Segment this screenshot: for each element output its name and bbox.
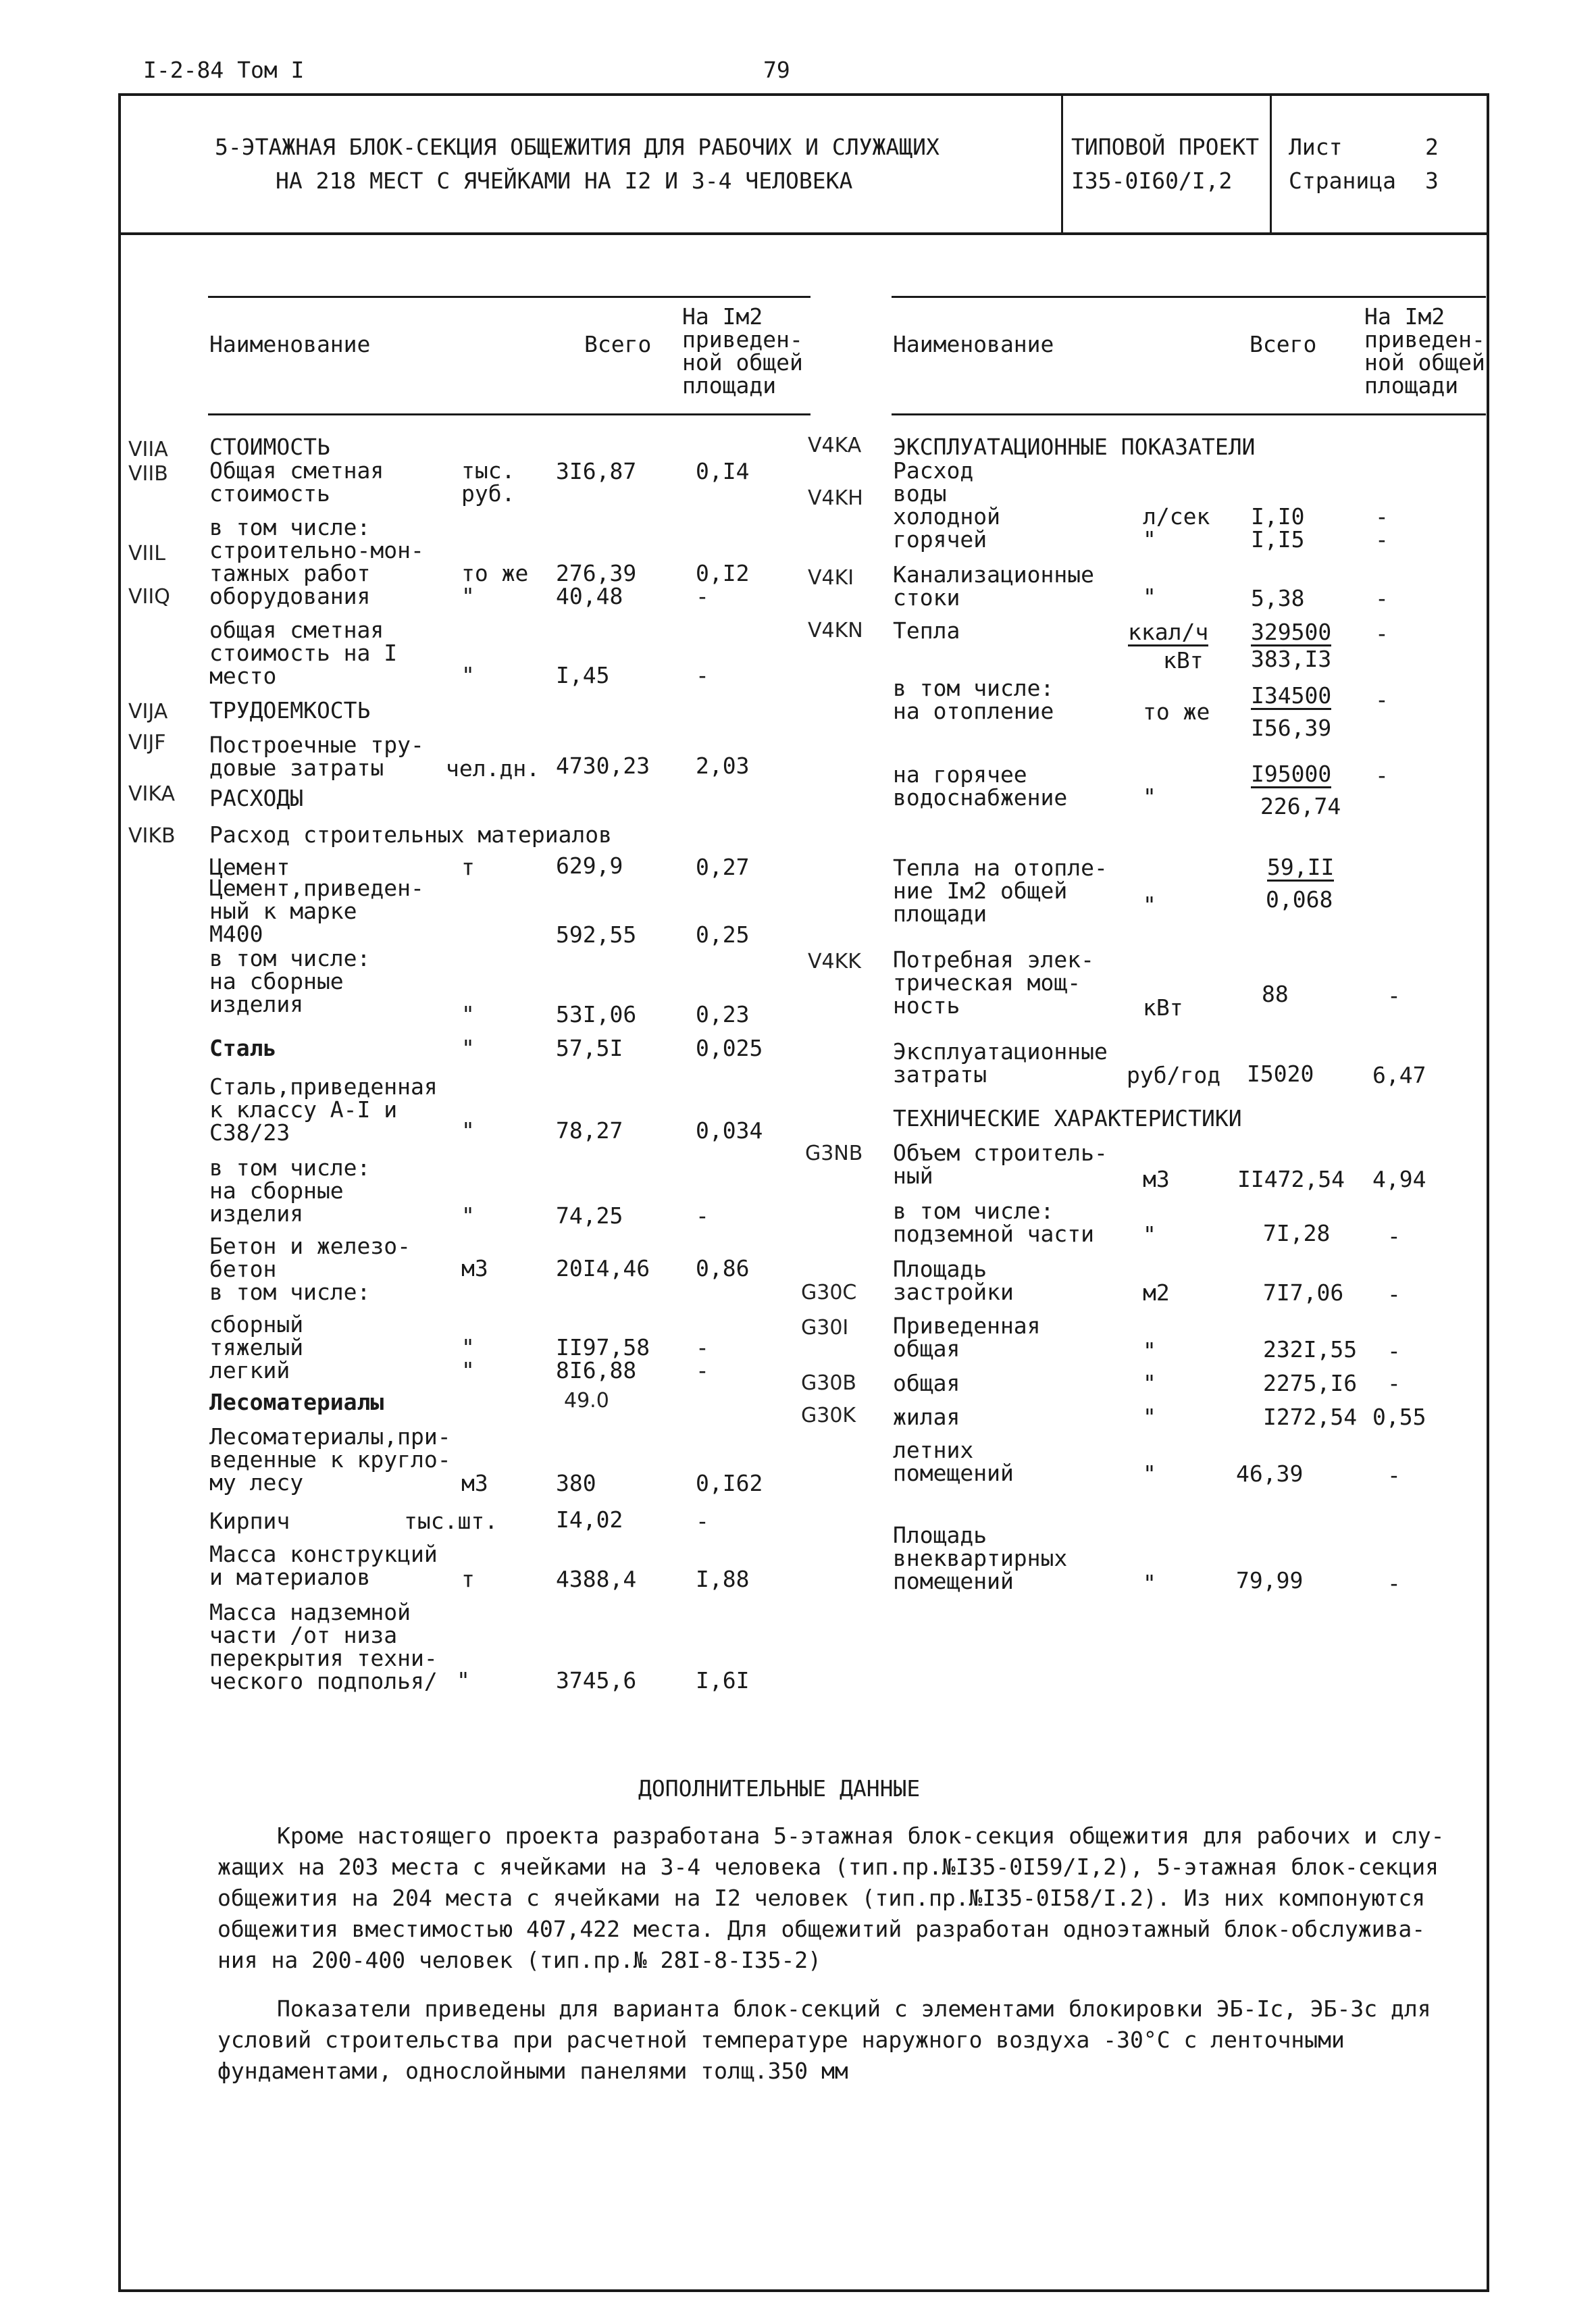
right-row-per: -: [1387, 1570, 1401, 1596]
right-row-unit-top: ккал/ч: [1128, 619, 1209, 645]
code-vijf: VIJF: [128, 731, 166, 755]
right-row-name: Площадь внеквартирных помещений: [893, 1522, 1068, 1594]
code-viia: VIIA: [128, 438, 168, 461]
left-header-name: Наименование: [209, 331, 371, 357]
right-row-name: Приведенная общая: [893, 1313, 1041, 1362]
right-row-unit: ": [1143, 784, 1156, 810]
right-row-unit: то же: [1143, 698, 1210, 725]
right-row-per: -: [1375, 585, 1389, 611]
left-row-total: I,45: [556, 662, 610, 688]
frame-left: [118, 93, 121, 2292]
left-row-total: 57,5I: [556, 1035, 623, 1061]
left-row-total: 380: [556, 1470, 596, 1496]
project-label: ТИПОВОЙ ПРОЕКТ: [1071, 134, 1260, 160]
left-row-name: Лесоматериалы: [209, 1389, 384, 1415]
left-row-per: 2,03: [696, 753, 750, 779]
left-row-name: СТОИМОСТЬ: [209, 434, 330, 460]
left-row-name: в том числе: на сборные изделия: [209, 1154, 371, 1227]
left-row-total: I4,02: [556, 1506, 623, 1533]
left-row-total: 53I,06: [556, 1001, 637, 1027]
left-row-total: 78,27: [556, 1117, 623, 1144]
left-row-total: 3745,6: [556, 1667, 637, 1694]
left-row-unit: тыс. руб.: [461, 457, 515, 507]
right-row-per: -: [1375, 762, 1389, 788]
left-row-per: I,88: [696, 1566, 750, 1592]
paragraph-1-line: общежития на 204 места с ячейками на I2 человек (тип.пр.№I35-0I58/I.2). Из них компонуются: [217, 1885, 1426, 1911]
left-row-total: II97,58 8I6,88: [556, 1334, 650, 1383]
right-row-unit: ": [1143, 1460, 1156, 1487]
paragraph-1-line: Кроме настоящего проекта разработана 5-этажная блок-секция общежития для рабочих и слу-: [277, 1823, 1445, 1849]
left-row-unit: " ": [461, 1334, 475, 1383]
left-row-total: 592,55: [556, 921, 637, 948]
left-row-total: 4388,4: [556, 1566, 637, 1592]
right-row-unit: ": [1143, 1221, 1156, 1248]
paragraph-1-line: ния на 200-400 человек (тип.пр.№ 28I-8-I35-2): [217, 1947, 822, 1973]
right-row-total: II472,54: [1237, 1166, 1345, 1192]
left-row-name: Сталь,приведенная к классу А-I и С38/23: [209, 1073, 438, 1146]
right-row-name: на горячее водоснабжение: [893, 761, 1068, 811]
right-row-name: ЭКСПЛУАТАЦИОННЫЕ ПОКАЗАТЕЛИ: [893, 434, 1256, 460]
right-row-name: Объем строитель- ный: [893, 1140, 1108, 1189]
project-code: I35-0I60/I,2: [1071, 168, 1233, 194]
left-row-per: 0,I62: [696, 1470, 763, 1496]
left-row-name: Построечные тру- довые затраты: [209, 732, 424, 781]
left-row-total: 20I4,46: [556, 1255, 650, 1281]
left-row-total: 4730,23: [556, 753, 650, 779]
right-row-name: в том числе: подземной части: [893, 1198, 1095, 1247]
left-row-unit: ": [457, 1667, 470, 1694]
left-row-total: 276,39 40,48: [556, 560, 637, 609]
right-row-unit: л/сек ": [1143, 503, 1210, 553]
right-row-total-bottom: 383,I3: [1251, 646, 1332, 672]
right-row-total-top: I95000: [1251, 761, 1332, 787]
left-row-unit: тыс.шт.: [404, 1508, 498, 1534]
left-row-per: I,6I: [696, 1667, 750, 1694]
right-row-unit: ": [1143, 892, 1156, 918]
title-divider-2: [1270, 93, 1272, 234]
left-row-total: 629,9: [556, 853, 623, 879]
right-row-total-bottom: 0,068: [1266, 886, 1333, 913]
right-row-per: -: [1375, 686, 1389, 713]
right-row-total-top: 329500: [1251, 619, 1332, 645]
code-viil: VIIL: [128, 542, 165, 565]
right-row-name: Канализационные стоки: [893, 561, 1095, 611]
right-row-total-bottom: I56,39: [1251, 715, 1332, 741]
frame-bottom: [118, 2289, 1489, 2292]
left-header-per-m2: На Iм2 приведен- ной общей площади: [682, 303, 803, 399]
sheet-value: 2: [1425, 134, 1439, 160]
frame-top: [118, 93, 1489, 96]
paragraph-2-line: Показатели приведены для варианта блок-секций с элементами блокировки ЭБ-Iс, ЭБ-3с для: [277, 1996, 1431, 2022]
code-vika: VIKA: [128, 782, 176, 806]
right-row-per: -: [1387, 1281, 1401, 1307]
right-row-per: 4,94: [1372, 1166, 1426, 1192]
right-row-total: 2275,I6: [1263, 1370, 1358, 1396]
right-header-per-m2: На Iм2 приведен- ной общей площади: [1364, 303, 1485, 399]
right-row-unit: руб/год: [1127, 1062, 1221, 1088]
code-vikb: VIKB: [128, 824, 176, 848]
additional-data-heading: ДОПОЛНИТЕЛЬНЫЕ ДАННЫЕ: [638, 1775, 921, 1802]
right-row-name: в том числе: на отопление: [893, 675, 1054, 724]
left-row-name: Сталь: [209, 1035, 277, 1061]
right-row-per: 0,55: [1372, 1404, 1426, 1430]
left-row-name: Масса надземной части /от низа перекрытия техни- ческого подполья/: [209, 1599, 438, 1694]
code-v4ki: V4KI: [808, 566, 854, 590]
right-row-name: Расход воды холодной горячей: [893, 457, 1000, 553]
right-row-total: I5020: [1247, 1061, 1314, 1087]
left-row-name: РАСХОДЫ: [209, 785, 304, 811]
left-row-name: общая сметная стоимость на I место: [209, 617, 398, 689]
series-label: I-2-84 Том I: [143, 57, 305, 83]
left-row-name: Цемент,приведен- ный к марке М400: [209, 875, 424, 947]
left-row-per: 0,25: [696, 921, 750, 948]
code-viiq: VIIQ: [128, 585, 170, 609]
right-table-head-rule: [892, 413, 1486, 415]
left-row-unit: т: [461, 854, 475, 880]
right-row-name: ТЕХНИЧЕСКИЕ ХАРАКТЕРИСТИКИ: [893, 1105, 1242, 1132]
paragraph-1-line: жащих на 203 места с ячейками на 3-4 человека (тип.пр.№I35-0I59/I,2), 5-этажная блок-секция: [217, 1854, 1439, 1880]
left-row-name: в том числе: на сборные изделия: [209, 945, 371, 1017]
code-g30k: G30K: [801, 1404, 856, 1427]
code-v4ka: V4KA: [808, 434, 862, 457]
document-title-line2: НА 218 МЕСТ С ЯЧЕЙКАМИ НА I2 И 3-4 ЧЕЛОВЕКА: [276, 168, 853, 194]
left-row-unit: ": [461, 1035, 475, 1061]
right-row-total: 46,39: [1236, 1460, 1304, 1487]
left-row-unit: то же ": [461, 560, 529, 609]
right-row-total-top: 59,II: [1267, 854, 1335, 880]
right-row-total: 5,38: [1251, 585, 1305, 611]
right-row-unit: кВт: [1143, 994, 1183, 1021]
left-row-per: 0,025: [696, 1035, 763, 1061]
document-title-line1: 5-ЭТАЖНАЯ БЛОК-СЕКЦИЯ ОБЩЕЖИТИЯ ДЛЯ РАБОЧИХ И СЛУЖАЩИХ: [215, 134, 939, 160]
right-row-total: I,I0 I,I5: [1251, 503, 1305, 553]
page-value: 3: [1425, 168, 1439, 194]
right-row-total: I272,54: [1263, 1404, 1358, 1430]
right-row-per: -: [1387, 1370, 1401, 1396]
code-viib: VIIB: [128, 462, 168, 486]
right-row-name: Потребная элек- трическая мощ- ность: [893, 946, 1095, 1019]
frame-right: [1487, 93, 1489, 2292]
left-row-unit: ": [461, 1001, 475, 1027]
left-row-unit: ": [461, 662, 475, 688]
left-row-total: 3I6,87: [556, 458, 637, 484]
left-row-per: 0,27: [696, 854, 750, 880]
code-g30i: G30I: [801, 1316, 849, 1340]
left-table-top-rule: [208, 296, 810, 298]
paragraph-2-line: условий строительства при расчетной температуре наружного воздуха -30°C с ленточными: [217, 2027, 1345, 2053]
right-row-name: жилая: [893, 1404, 960, 1430]
right-row-total: 232I,55: [1263, 1336, 1358, 1363]
right-row-total-bottom: 226,74: [1260, 793, 1341, 819]
left-row-per: 0,034: [696, 1117, 763, 1144]
left-row-unit: м3: [461, 1255, 488, 1281]
code-g30c: G30C: [801, 1281, 857, 1304]
right-row-per: -: [1387, 1223, 1401, 1249]
right-row-name: общая: [893, 1370, 960, 1396]
right-row-unit: ": [1143, 1370, 1156, 1396]
right-header-total: Всего: [1250, 331, 1317, 357]
right-row-total: 7I,28: [1263, 1220, 1331, 1246]
title-divider-1: [1061, 93, 1063, 234]
code-g30b: G30B: [801, 1371, 857, 1395]
right-row-unit: ": [1143, 1338, 1156, 1364]
left-row-unit: ": [461, 1202, 475, 1229]
left-row-per: 0,23: [696, 1001, 750, 1027]
right-row-name: Эксплуатационные затраты: [893, 1038, 1108, 1088]
right-row-per: - -: [1375, 503, 1389, 553]
right-row-unit: ": [1143, 584, 1156, 610]
right-row-unit: м2: [1143, 1279, 1170, 1306]
right-header-name: Наименование: [893, 331, 1054, 357]
right-row-name: Тепла: [893, 617, 960, 644]
right-row-per: -: [1387, 1338, 1401, 1364]
paragraph-1-line: общежития вместимостью 407,422 места. Для общежитий разработан одноэтажный блок-обслужива-: [217, 1916, 1426, 1942]
code-g3nb: G3NB: [805, 1142, 863, 1165]
right-row-unit-bottom: кВт: [1163, 647, 1204, 673]
left-row-name: Кирпич: [209, 1508, 290, 1534]
right-row-per: -: [1387, 982, 1401, 1009]
left-row-name: Общая сметная стоимость: [209, 457, 384, 507]
right-row-unit: ": [1143, 1404, 1156, 1430]
right-row-name: Тепла на отопле- ние Iм2 общей площади: [893, 855, 1108, 927]
page-label: Страница: [1289, 168, 1396, 194]
left-row-per: - -: [696, 1334, 709, 1383]
left-header-total: Всего: [584, 331, 652, 357]
left-row-per: 0,86: [696, 1255, 750, 1281]
left-row-unit: м3: [461, 1470, 488, 1496]
right-row-name: летних помещений: [893, 1437, 1014, 1486]
code-vija: VIJA: [128, 700, 168, 723]
right-row-per: 6,47: [1372, 1062, 1426, 1088]
right-row-total: 7I7,06: [1263, 1279, 1344, 1306]
left-row-total: 49.0: [564, 1389, 609, 1413]
left-row-name: Масса конструкций и материалов: [209, 1541, 438, 1590]
left-row-unit: ": [461, 1117, 475, 1144]
right-table-top-rule: [892, 296, 1486, 298]
right-row-unit: ": [1143, 1570, 1156, 1596]
right-row-total: 88: [1262, 981, 1289, 1007]
right-row-per: -: [1375, 620, 1389, 646]
left-row-name: Бетон и железо- бетон в том числе:: [209, 1233, 411, 1305]
left-row-per: -: [696, 662, 709, 688]
code-v4kh: V4KH: [808, 486, 863, 510]
left-row-name: Цемент: [209, 854, 290, 880]
left-row-per: 0,I2 -: [696, 560, 750, 609]
left-row-total: 74,25: [556, 1202, 623, 1229]
title-block-bottom: [118, 232, 1489, 235]
left-table-head-rule: [208, 413, 810, 415]
left-row-per: -: [696, 1508, 709, 1534]
right-row-name: Площадь застройки: [893, 1256, 1014, 1305]
left-row-name: сборный тяжелый легкий: [209, 1311, 304, 1383]
left-row-per: -: [696, 1202, 709, 1229]
left-row-name: Лесоматериалы,при- веденные к кругло- му лесу: [209, 1423, 451, 1496]
paragraph-2-line: фундаментами, однослойными панелями толщ.350 мм: [217, 2058, 848, 2084]
code-v4kk: V4KK: [808, 950, 861, 973]
left-row-name: ТРУДОЕМКОСТЬ: [209, 697, 371, 723]
code-v4kn: V4KN: [808, 619, 863, 642]
sheet-label: Лист: [1289, 134, 1343, 160]
page-number: 79: [763, 57, 790, 83]
left-row-unit: чел.дн.: [446, 755, 540, 782]
right-row-total: 79,99: [1236, 1567, 1304, 1594]
left-row-name: в том числе: строительно-мон- тажных работ оборудования: [209, 514, 424, 609]
left-row-unit: т: [461, 1566, 475, 1592]
right-row-unit: м3: [1143, 1166, 1170, 1192]
left-row-per: 0,I4: [696, 458, 750, 484]
right-row-per: -: [1387, 1462, 1401, 1488]
left-row-name: Расход строительных материалов: [209, 821, 613, 848]
right-row-total-top: I34500: [1251, 682, 1332, 709]
